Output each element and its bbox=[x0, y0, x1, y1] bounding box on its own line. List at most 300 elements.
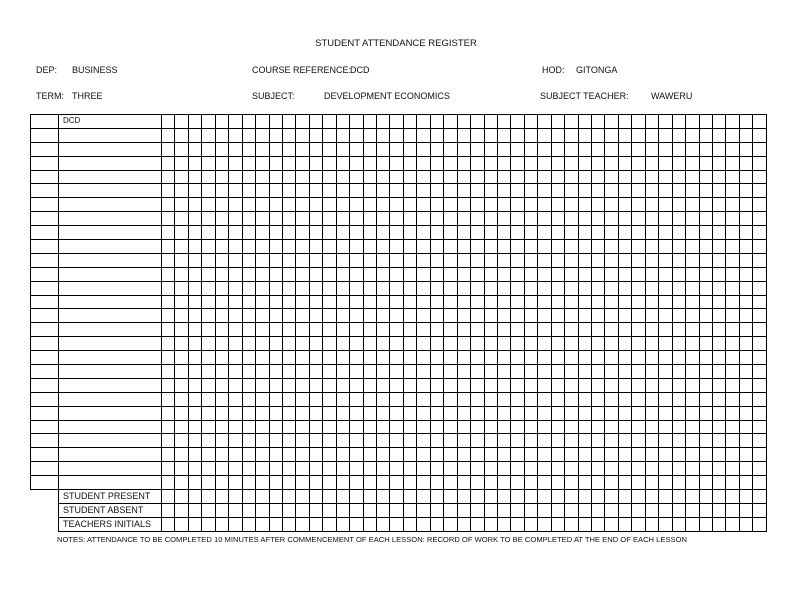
attendance-cell[interactable] bbox=[565, 128, 578, 142]
attendance-cell[interactable] bbox=[632, 434, 645, 448]
attendance-cell[interactable] bbox=[551, 323, 564, 337]
attendance-cell[interactable] bbox=[551, 156, 564, 170]
row-number-cell[interactable] bbox=[31, 156, 59, 170]
footer-cell[interactable] bbox=[377, 503, 390, 517]
student-name-cell[interactable] bbox=[59, 295, 162, 309]
attendance-cell[interactable] bbox=[484, 434, 497, 448]
attendance-cell[interactable] bbox=[712, 240, 725, 254]
attendance-cell[interactable] bbox=[256, 184, 269, 198]
attendance-cell[interactable] bbox=[484, 378, 497, 392]
attendance-cell[interactable] bbox=[659, 309, 672, 323]
attendance-cell[interactable] bbox=[484, 128, 497, 142]
attendance-cell[interactable] bbox=[551, 295, 564, 309]
attendance-cell[interactable] bbox=[390, 406, 403, 420]
attendance-cell[interactable] bbox=[699, 476, 712, 490]
attendance-cell[interactable] bbox=[323, 420, 336, 434]
attendance-cell[interactable] bbox=[323, 378, 336, 392]
attendance-cell[interactable] bbox=[672, 392, 685, 406]
attendance-cell[interactable] bbox=[457, 309, 470, 323]
attendance-cell[interactable] bbox=[336, 281, 349, 295]
attendance-cell[interactable] bbox=[403, 295, 416, 309]
attendance-cell[interactable] bbox=[417, 420, 430, 434]
attendance-cell[interactable] bbox=[256, 476, 269, 490]
footer-cell[interactable] bbox=[672, 503, 685, 517]
attendance-cell[interactable] bbox=[471, 309, 484, 323]
attendance-cell[interactable] bbox=[484, 323, 497, 337]
attendance-cell[interactable] bbox=[645, 295, 658, 309]
attendance-cell[interactable] bbox=[471, 323, 484, 337]
attendance-cell[interactable] bbox=[269, 295, 282, 309]
attendance-cell[interactable] bbox=[444, 337, 457, 351]
row-number-cell[interactable] bbox=[31, 115, 59, 129]
row-number-cell[interactable] bbox=[31, 476, 59, 490]
attendance-cell[interactable] bbox=[645, 323, 658, 337]
attendance-cell[interactable] bbox=[538, 184, 551, 198]
attendance-cell[interactable] bbox=[578, 378, 591, 392]
attendance-cell[interactable] bbox=[215, 406, 228, 420]
attendance-cell[interactable] bbox=[269, 378, 282, 392]
attendance-cell[interactable] bbox=[524, 295, 537, 309]
attendance-cell[interactable] bbox=[538, 309, 551, 323]
attendance-cell[interactable] bbox=[350, 253, 363, 267]
attendance-cell[interactable] bbox=[524, 212, 537, 226]
attendance-cell[interactable] bbox=[202, 156, 215, 170]
footer-cell[interactable] bbox=[457, 490, 470, 504]
attendance-cell[interactable] bbox=[632, 309, 645, 323]
attendance-cell[interactable] bbox=[296, 476, 309, 490]
attendance-cell[interactable] bbox=[484, 406, 497, 420]
attendance-cell[interactable] bbox=[309, 351, 322, 365]
footer-cell[interactable] bbox=[296, 490, 309, 504]
attendance-cell[interactable] bbox=[282, 267, 295, 281]
attendance-cell[interactable] bbox=[551, 434, 564, 448]
attendance-cell[interactable] bbox=[565, 323, 578, 337]
footer-cell[interactable] bbox=[282, 503, 295, 517]
attendance-cell[interactable] bbox=[551, 212, 564, 226]
attendance-cell[interactable] bbox=[336, 226, 349, 240]
student-name-cell[interactable] bbox=[59, 281, 162, 295]
footer-cell[interactable] bbox=[565, 517, 578, 531]
attendance-cell[interactable] bbox=[309, 115, 322, 129]
attendance-cell[interactable] bbox=[162, 378, 175, 392]
attendance-cell[interactable] bbox=[363, 226, 376, 240]
attendance-cell[interactable] bbox=[471, 406, 484, 420]
attendance-cell[interactable] bbox=[430, 434, 443, 448]
attendance-cell[interactable] bbox=[551, 281, 564, 295]
attendance-cell[interactable] bbox=[269, 434, 282, 448]
attendance-cell[interactable] bbox=[417, 323, 430, 337]
attendance-cell[interactable] bbox=[350, 142, 363, 156]
row-number-cell[interactable] bbox=[31, 351, 59, 365]
attendance-cell[interactable] bbox=[363, 170, 376, 184]
attendance-cell[interactable] bbox=[511, 351, 524, 365]
attendance-cell[interactable] bbox=[551, 309, 564, 323]
attendance-cell[interactable] bbox=[175, 115, 188, 129]
attendance-cell[interactable] bbox=[175, 240, 188, 254]
attendance-cell[interactable] bbox=[350, 281, 363, 295]
attendance-cell[interactable] bbox=[390, 420, 403, 434]
attendance-cell[interactable] bbox=[739, 170, 752, 184]
attendance-cell[interactable] bbox=[739, 448, 752, 462]
footer-cell[interactable] bbox=[659, 503, 672, 517]
attendance-cell[interactable] bbox=[296, 365, 309, 379]
attendance-cell[interactable] bbox=[444, 309, 457, 323]
attendance-cell[interactable] bbox=[753, 420, 766, 434]
attendance-cell[interactable] bbox=[215, 392, 228, 406]
footer-cell[interactable] bbox=[363, 503, 376, 517]
attendance-cell[interactable] bbox=[618, 392, 631, 406]
attendance-cell[interactable] bbox=[632, 156, 645, 170]
attendance-cell[interactable] bbox=[430, 337, 443, 351]
attendance-cell[interactable] bbox=[565, 434, 578, 448]
attendance-cell[interactable] bbox=[296, 226, 309, 240]
attendance-cell[interactable] bbox=[605, 406, 618, 420]
footer-cell[interactable] bbox=[672, 490, 685, 504]
footer-cell[interactable] bbox=[242, 503, 255, 517]
attendance-cell[interactable] bbox=[739, 226, 752, 240]
footer-cell[interactable] bbox=[350, 490, 363, 504]
attendance-cell[interactable] bbox=[363, 281, 376, 295]
footer-cell[interactable] bbox=[215, 517, 228, 531]
attendance-cell[interactable] bbox=[605, 337, 618, 351]
attendance-cell[interactable] bbox=[282, 351, 295, 365]
attendance-cell[interactable] bbox=[188, 378, 201, 392]
attendance-cell[interactable] bbox=[618, 226, 631, 240]
attendance-cell[interactable] bbox=[645, 128, 658, 142]
attendance-cell[interactable] bbox=[753, 434, 766, 448]
attendance-cell[interactable] bbox=[175, 170, 188, 184]
attendance-cell[interactable] bbox=[659, 448, 672, 462]
attendance-cell[interactable] bbox=[551, 420, 564, 434]
attendance-cell[interactable] bbox=[444, 378, 457, 392]
attendance-cell[interactable] bbox=[390, 142, 403, 156]
attendance-cell[interactable] bbox=[565, 184, 578, 198]
attendance-cell[interactable] bbox=[162, 434, 175, 448]
attendance-cell[interactable] bbox=[242, 365, 255, 379]
attendance-cell[interactable] bbox=[659, 462, 672, 476]
attendance-cell[interactable] bbox=[162, 420, 175, 434]
footer-cell[interactable] bbox=[403, 503, 416, 517]
attendance-cell[interactable] bbox=[215, 295, 228, 309]
attendance-cell[interactable] bbox=[363, 184, 376, 198]
footer-cell[interactable] bbox=[457, 503, 470, 517]
attendance-cell[interactable] bbox=[417, 309, 430, 323]
attendance-cell[interactable] bbox=[524, 184, 537, 198]
attendance-cell[interactable] bbox=[699, 240, 712, 254]
attendance-cell[interactable] bbox=[524, 365, 537, 379]
footer-cell[interactable] bbox=[511, 490, 524, 504]
attendance-cell[interactable] bbox=[699, 281, 712, 295]
footer-cell[interactable] bbox=[565, 503, 578, 517]
attendance-cell[interactable] bbox=[242, 115, 255, 129]
attendance-cell[interactable] bbox=[659, 420, 672, 434]
attendance-cell[interactable] bbox=[632, 115, 645, 129]
attendance-cell[interactable] bbox=[202, 142, 215, 156]
attendance-cell[interactable] bbox=[726, 198, 739, 212]
attendance-cell[interactable] bbox=[712, 378, 725, 392]
footer-cell[interactable] bbox=[712, 517, 725, 531]
attendance-cell[interactable] bbox=[618, 351, 631, 365]
student-name-cell[interactable] bbox=[59, 448, 162, 462]
attendance-cell[interactable] bbox=[726, 365, 739, 379]
footer-cell[interactable] bbox=[497, 490, 510, 504]
attendance-cell[interactable] bbox=[659, 281, 672, 295]
attendance-cell[interactable] bbox=[471, 337, 484, 351]
attendance-cell[interactable] bbox=[363, 253, 376, 267]
attendance-cell[interactable] bbox=[444, 198, 457, 212]
attendance-cell[interactable] bbox=[592, 378, 605, 392]
attendance-cell[interactable] bbox=[457, 170, 470, 184]
attendance-cell[interactable] bbox=[471, 378, 484, 392]
attendance-cell[interactable] bbox=[511, 378, 524, 392]
footer-cell[interactable] bbox=[444, 503, 457, 517]
attendance-cell[interactable] bbox=[282, 295, 295, 309]
attendance-cell[interactable] bbox=[524, 281, 537, 295]
attendance-cell[interactable] bbox=[699, 226, 712, 240]
attendance-cell[interactable] bbox=[565, 351, 578, 365]
attendance-cell[interactable] bbox=[175, 281, 188, 295]
attendance-cell[interactable] bbox=[202, 448, 215, 462]
attendance-cell[interactable] bbox=[578, 226, 591, 240]
attendance-cell[interactable] bbox=[565, 295, 578, 309]
attendance-cell[interactable] bbox=[377, 226, 390, 240]
attendance-cell[interactable] bbox=[497, 406, 510, 420]
attendance-cell[interactable] bbox=[323, 309, 336, 323]
attendance-cell[interactable] bbox=[175, 448, 188, 462]
attendance-cell[interactable] bbox=[686, 420, 699, 434]
attendance-cell[interactable] bbox=[377, 378, 390, 392]
attendance-cell[interactable] bbox=[363, 295, 376, 309]
attendance-cell[interactable] bbox=[336, 420, 349, 434]
attendance-cell[interactable] bbox=[538, 462, 551, 476]
attendance-cell[interactable] bbox=[471, 434, 484, 448]
attendance-cell[interactable] bbox=[632, 295, 645, 309]
attendance-cell[interactable] bbox=[578, 476, 591, 490]
attendance-cell[interactable] bbox=[175, 365, 188, 379]
footer-cell[interactable] bbox=[296, 503, 309, 517]
attendance-cell[interactable] bbox=[269, 420, 282, 434]
attendance-cell[interactable] bbox=[377, 198, 390, 212]
attendance-cell[interactable] bbox=[444, 226, 457, 240]
attendance-cell[interactable] bbox=[417, 351, 430, 365]
attendance-cell[interactable] bbox=[565, 337, 578, 351]
attendance-cell[interactable] bbox=[524, 378, 537, 392]
attendance-cell[interactable] bbox=[444, 448, 457, 462]
attendance-cell[interactable] bbox=[162, 184, 175, 198]
attendance-cell[interactable] bbox=[188, 212, 201, 226]
attendance-cell[interactable] bbox=[699, 448, 712, 462]
attendance-cell[interactable] bbox=[215, 170, 228, 184]
attendance-cell[interactable] bbox=[162, 240, 175, 254]
attendance-cell[interactable] bbox=[269, 337, 282, 351]
attendance-cell[interactable] bbox=[363, 198, 376, 212]
attendance-cell[interactable] bbox=[215, 128, 228, 142]
attendance-cell[interactable] bbox=[471, 128, 484, 142]
attendance-cell[interactable] bbox=[229, 378, 242, 392]
attendance-cell[interactable] bbox=[309, 476, 322, 490]
attendance-cell[interactable] bbox=[712, 170, 725, 184]
attendance-cell[interactable] bbox=[269, 198, 282, 212]
attendance-cell[interactable] bbox=[188, 156, 201, 170]
row-number-cell[interactable] bbox=[31, 212, 59, 226]
attendance-cell[interactable] bbox=[686, 115, 699, 129]
attendance-cell[interactable] bbox=[188, 170, 201, 184]
attendance-cell[interactable] bbox=[403, 434, 416, 448]
attendance-cell[interactable] bbox=[565, 392, 578, 406]
attendance-cell[interactable] bbox=[686, 267, 699, 281]
attendance-cell[interactable] bbox=[659, 253, 672, 267]
attendance-cell[interactable] bbox=[417, 212, 430, 226]
attendance-cell[interactable] bbox=[336, 462, 349, 476]
attendance-cell[interactable] bbox=[309, 212, 322, 226]
attendance-cell[interactable] bbox=[605, 434, 618, 448]
attendance-cell[interactable] bbox=[417, 267, 430, 281]
footer-cell[interactable] bbox=[242, 517, 255, 531]
attendance-cell[interactable] bbox=[659, 198, 672, 212]
footer-cell[interactable] bbox=[269, 517, 282, 531]
attendance-cell[interactable] bbox=[686, 365, 699, 379]
attendance-cell[interactable] bbox=[497, 267, 510, 281]
attendance-cell[interactable] bbox=[471, 420, 484, 434]
attendance-cell[interactable] bbox=[686, 170, 699, 184]
attendance-cell[interactable] bbox=[162, 476, 175, 490]
attendance-cell[interactable] bbox=[497, 142, 510, 156]
attendance-cell[interactable] bbox=[618, 462, 631, 476]
attendance-cell[interactable] bbox=[726, 142, 739, 156]
attendance-cell[interactable] bbox=[659, 365, 672, 379]
attendance-cell[interactable] bbox=[229, 337, 242, 351]
attendance-cell[interactable] bbox=[524, 156, 537, 170]
student-name-cell[interactable] bbox=[59, 365, 162, 379]
attendance-cell[interactable] bbox=[390, 226, 403, 240]
attendance-cell[interactable] bbox=[753, 170, 766, 184]
attendance-cell[interactable] bbox=[511, 240, 524, 254]
row-number-cell[interactable] bbox=[31, 309, 59, 323]
attendance-cell[interactable] bbox=[242, 184, 255, 198]
attendance-cell[interactable] bbox=[188, 184, 201, 198]
attendance-cell[interactable] bbox=[659, 295, 672, 309]
student-name-cell[interactable] bbox=[59, 142, 162, 156]
attendance-cell[interactable] bbox=[497, 115, 510, 129]
attendance-cell[interactable] bbox=[309, 420, 322, 434]
attendance-cell[interactable] bbox=[672, 170, 685, 184]
attendance-cell[interactable] bbox=[538, 365, 551, 379]
attendance-cell[interactable] bbox=[605, 295, 618, 309]
attendance-cell[interactable] bbox=[712, 281, 725, 295]
attendance-cell[interactable] bbox=[686, 309, 699, 323]
attendance-cell[interactable] bbox=[417, 156, 430, 170]
attendance-cell[interactable] bbox=[215, 462, 228, 476]
footer-cell[interactable] bbox=[390, 490, 403, 504]
attendance-cell[interactable] bbox=[672, 378, 685, 392]
attendance-cell[interactable] bbox=[511, 434, 524, 448]
attendance-cell[interactable] bbox=[188, 337, 201, 351]
footer-cell[interactable] bbox=[497, 503, 510, 517]
footer-cell[interactable] bbox=[686, 490, 699, 504]
attendance-cell[interactable] bbox=[645, 448, 658, 462]
attendance-cell[interactable] bbox=[484, 253, 497, 267]
footer-cell[interactable] bbox=[739, 490, 752, 504]
attendance-cell[interactable] bbox=[242, 128, 255, 142]
attendance-cell[interactable] bbox=[282, 434, 295, 448]
attendance-cell[interactable] bbox=[726, 337, 739, 351]
student-name-cell[interactable] bbox=[59, 434, 162, 448]
attendance-cell[interactable] bbox=[484, 476, 497, 490]
attendance-cell[interactable] bbox=[659, 115, 672, 129]
attendance-cell[interactable] bbox=[363, 240, 376, 254]
attendance-cell[interactable] bbox=[175, 198, 188, 212]
attendance-cell[interactable] bbox=[538, 420, 551, 434]
attendance-cell[interactable] bbox=[403, 212, 416, 226]
attendance-cell[interactable] bbox=[242, 240, 255, 254]
attendance-cell[interactable] bbox=[605, 476, 618, 490]
attendance-cell[interactable] bbox=[497, 212, 510, 226]
attendance-cell[interactable] bbox=[686, 142, 699, 156]
attendance-cell[interactable] bbox=[390, 351, 403, 365]
attendance-cell[interactable] bbox=[229, 212, 242, 226]
footer-cell[interactable] bbox=[524, 490, 537, 504]
attendance-cell[interactable] bbox=[484, 295, 497, 309]
attendance-cell[interactable] bbox=[188, 128, 201, 142]
attendance-cell[interactable] bbox=[269, 462, 282, 476]
attendance-cell[interactable] bbox=[350, 392, 363, 406]
attendance-cell[interactable] bbox=[712, 226, 725, 240]
attendance-cell[interactable] bbox=[188, 392, 201, 406]
attendance-cell[interactable] bbox=[659, 378, 672, 392]
attendance-cell[interactable] bbox=[511, 253, 524, 267]
attendance-cell[interactable] bbox=[242, 170, 255, 184]
attendance-cell[interactable] bbox=[350, 448, 363, 462]
attendance-cell[interactable] bbox=[457, 240, 470, 254]
row-number-cell[interactable] bbox=[31, 323, 59, 337]
attendance-cell[interactable] bbox=[256, 212, 269, 226]
attendance-cell[interactable] bbox=[632, 142, 645, 156]
attendance-cell[interactable] bbox=[162, 212, 175, 226]
attendance-cell[interactable] bbox=[430, 156, 443, 170]
attendance-cell[interactable] bbox=[632, 253, 645, 267]
attendance-cell[interactable] bbox=[229, 365, 242, 379]
attendance-cell[interactable] bbox=[403, 406, 416, 420]
footer-cell[interactable] bbox=[403, 517, 416, 531]
attendance-cell[interactable] bbox=[363, 267, 376, 281]
attendance-cell[interactable] bbox=[497, 198, 510, 212]
attendance-cell[interactable] bbox=[323, 115, 336, 129]
attendance-cell[interactable] bbox=[618, 476, 631, 490]
attendance-cell[interactable] bbox=[282, 128, 295, 142]
footer-cell[interactable] bbox=[739, 503, 752, 517]
attendance-cell[interactable] bbox=[336, 128, 349, 142]
attendance-cell[interactable] bbox=[309, 365, 322, 379]
attendance-cell[interactable] bbox=[686, 156, 699, 170]
attendance-cell[interactable] bbox=[578, 267, 591, 281]
attendance-cell[interactable] bbox=[188, 434, 201, 448]
attendance-cell[interactable] bbox=[497, 170, 510, 184]
attendance-cell[interactable] bbox=[323, 351, 336, 365]
attendance-cell[interactable] bbox=[323, 142, 336, 156]
attendance-cell[interactable] bbox=[269, 351, 282, 365]
attendance-cell[interactable] bbox=[309, 281, 322, 295]
attendance-cell[interactable] bbox=[377, 351, 390, 365]
attendance-cell[interactable] bbox=[726, 156, 739, 170]
attendance-cell[interactable] bbox=[605, 115, 618, 129]
attendance-cell[interactable] bbox=[632, 351, 645, 365]
footer-cell[interactable] bbox=[551, 490, 564, 504]
attendance-cell[interactable] bbox=[645, 281, 658, 295]
attendance-cell[interactable] bbox=[511, 128, 524, 142]
attendance-cell[interactable] bbox=[605, 267, 618, 281]
attendance-cell[interactable] bbox=[578, 240, 591, 254]
attendance-cell[interactable] bbox=[565, 170, 578, 184]
